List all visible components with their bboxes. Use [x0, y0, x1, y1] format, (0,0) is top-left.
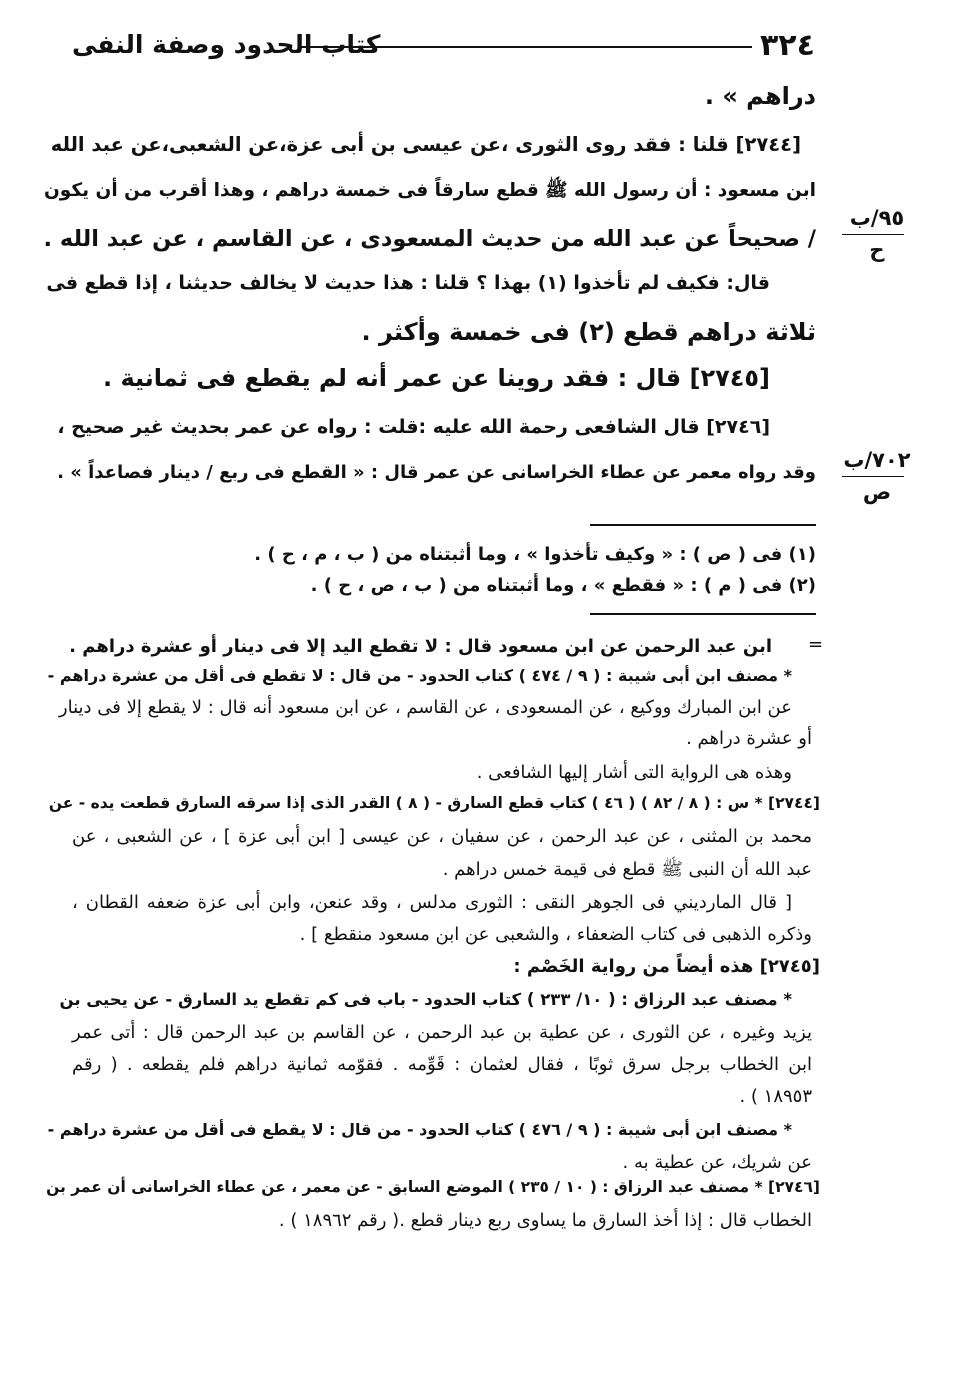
commentary-line: [٢٧٤٤] * س : ( ٨ / ٨٢ ) ( ٤٦ ) كتاب قطع السارق - ( ٨ ) القدر الذى إذا سرقه السارق قطعت يده - عن: [48, 794, 820, 812]
commentary-line: عن شريك، عن عطية به .: [622, 1152, 812, 1173]
commentary-line: * مصنف ابن أبى شيبة : ( ٩ / ٤٧٦ ) كتاب الحدود - من قال : لا يقطع فى أقل من عشرة دراهم -: [47, 1120, 792, 1139]
commentary-line: ١٨٩٥٣ ) .: [739, 1086, 812, 1107]
commentary-line: ابن الخطاب برجل سرق ثوبًا ، فقال لعثمان : قَوِّمه . فقوّمه ثمانية دراهم فلم يقطعه . ( رقم: [72, 1054, 812, 1075]
commentary-line: يزيد وغيره ، عن الثورى ، عن عطية بن عبد الرحمن ، عن القاسم بن عبد الرحمن قال : أتى عمر: [72, 1022, 812, 1043]
commentary-line: [٢٧٤٥] هذه أيضاً من رواية الخَصْم :: [513, 956, 820, 977]
body-line: وقد رواه معمر عن عطاء الخراسانى عن عمر قال : « القطع فى ربع / دينار فصاعداً » .: [57, 462, 816, 483]
commentary-line: * مصنف ابن أبى شيبة : ( ٩ / ٤٧٤ ) كتاب الحدود - من قال : لا تقطع فى أقل من عشرة دراهم -: [47, 666, 792, 685]
body-line: ابن مسعود : أن رسول الله ﷺ قطع سارقاً فى خمسة دراهم ، وهذا أقرب من أن يكون: [44, 180, 816, 201]
page-number: ٣٢٤: [760, 28, 815, 63]
margin-note-rule: [842, 234, 904, 235]
commentary-line: * مصنف عبد الرزاق : ( ١٠/ ٢٣٣ ) كتاب الحدود - باب فى كم تقطع يد السارق - عن يحيى بن: [59, 990, 792, 1009]
commentary-line: ابن عبد الرحمن عن ابن مسعود قال : لا تقطع اليد إلا فى دينار أو عشرة دراهم .: [69, 636, 772, 657]
commentary-line: [٢٧٤٦] * مصنف عبد الرزاق : ( ١٠ / ٢٣٥ ) الموضع السابق - عن معمر ، عن عطاء الخراسانى أن عمر بن: [46, 1178, 820, 1196]
margin-note-top: ٩٥/ب: [849, 206, 905, 230]
body-line: [٢٧٤٤] قلنا : فقد روى الثورى ،عن عيسى بن أبى عزة،عن الشعبى،عن عبد الله: [50, 133, 801, 156]
footnote: (٢) فى ( م ) : « فقطع » ، وما أثبتناه من ( ب ، ص ، ح ) .: [310, 575, 816, 596]
footnote-separator: [590, 613, 816, 615]
footnote: (١) فى ( ص ) : « وكيف تأخذوا » ، وما أثبتناه من ( ب ، م ، ح ) .: [254, 544, 816, 565]
margin-note-bottom: ص: [862, 480, 892, 504]
commentary-line: محمد بن المثنى ، عن عبد الرحمن ، عن سفيان ، عن عيسى [ ابن أبى عزة ] ، عن الشعبى ، عن: [72, 826, 812, 847]
book-title: كتاب الحدود وصفة النفى: [72, 30, 381, 59]
body-line: دراهم » .: [704, 82, 816, 110]
body-line: [٢٧٤٥] قال : فقد روينا عن عمر أنه لم يقطع فى ثمانية .: [102, 364, 770, 392]
margin-note-top: ٧٠٢/ب: [843, 448, 911, 472]
commentary-line: عبد الله أن النبى ﷺ قطع فى قيمة خمس دراهم .: [442, 859, 812, 880]
margin-note-rule: [842, 476, 904, 477]
commentary-line: عن ابن المبارك ووكيع ، عن المسعودى ، عن القاسم ، عن ابن مسعود أنه قال : لا يقطع إلا فى دينار: [58, 697, 792, 718]
commentary-line: وذكره الذهبى فى كتاب الضعفاء ، والشعبى عن ابن مسعود منقطع ] .: [299, 924, 812, 945]
body-line: / صحيحاً عن عبد الله من حديث المسعودى ، عن القاسم ، عن عبد الله .: [43, 226, 816, 252]
body-line: ثلاثة دراهم قطع (٢) فى خمسة وأكثر .: [361, 318, 816, 346]
commentary-line: [ قال المارديني فى الجوهر النقى : الثورى مدلس ، وقد عنعن، وابن أبى عزة ضعفه القطان ،: [72, 892, 792, 913]
commentary-line: وهذه هى الرواية التى أشار إليها الشافعى .: [476, 762, 792, 783]
commentary-line: أو عشرة دراهم .: [686, 728, 812, 749]
commentary-line: الخطاب قال : إذا أخذ السارق ما يساوى ربع دينار قطع .( رقم ١٨٩٦٢ ) .: [278, 1210, 812, 1231]
footnote-separator: [590, 524, 816, 526]
margin-note-bottom: ح: [869, 238, 885, 262]
body-line: [٢٧٤٦] قال الشافعى رحمة الله عليه :قلت : رواه عن عمر بحديث غير صحيح ،: [57, 416, 770, 438]
continuation-mark: =: [808, 634, 824, 655]
body-line: قال: فكيف لم تأخذوا (١) بهذا ؟ قلنا : هذا حديث لا يخالف حديثنا ، إذا قطع فى: [46, 272, 770, 294]
